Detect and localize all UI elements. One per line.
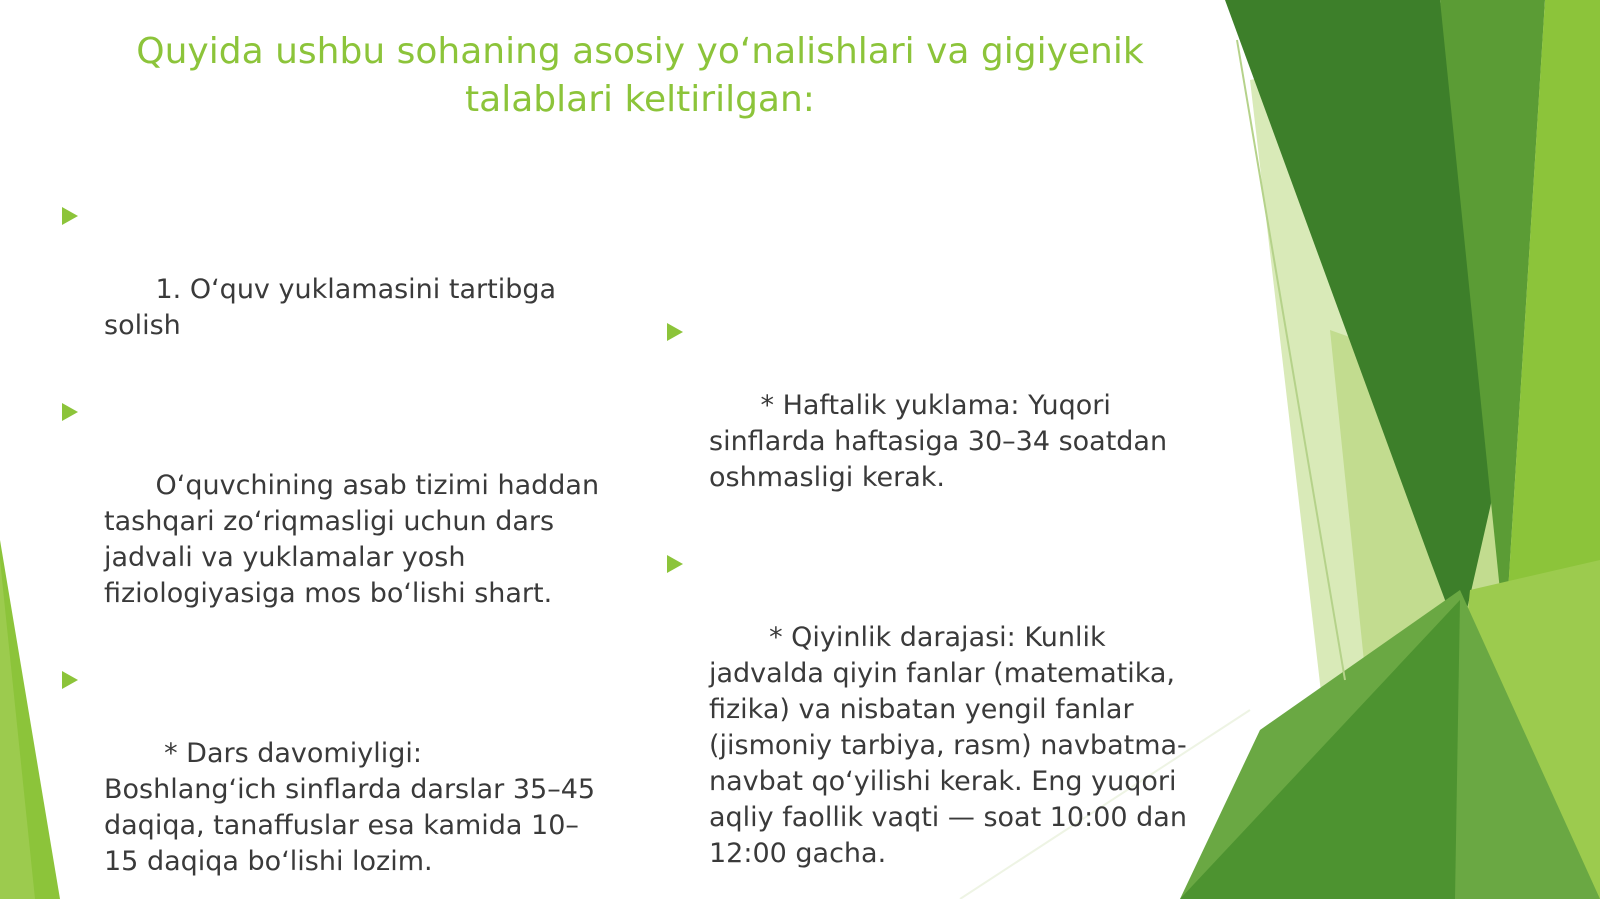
bullet-item: [60, 200, 600, 380]
slide-title: Quyida ushbu sohaning asosiy yoʻnalishlari va gigiyenik talablari keltirilgan:: [136, 31, 1144, 120]
bullet-text: Oʻquvchining asab tizimi haddan tashqari zoʻriqmasligi uchun dars jadvali va yuklamalar yosh fiziologiyasiga mos boʻlishi shart.: [104, 470, 608, 609]
triangle-right-icon: [62, 403, 78, 421]
left-bullet-list: [60, 200, 608, 899]
triangle-right-icon: [667, 323, 683, 341]
bullet-item: [665, 548, 1210, 899]
bullet-text: 1. Oʻquv yuklamasini tartibga solish: [104, 274, 565, 341]
bullet-text: * Haftalik yuklama: Yuqori sinflarda haftasiga 30–34 soatdan oshmasligi kerak.: [709, 390, 1176, 493]
triangle-right-icon: [62, 207, 78, 225]
bullet-text: * Dars davomiyligi: Boshlangʻich sinflarda darslar 35–45 daqiqa, tanaffuslar esa kamida 10–15 daqiqa boʻlishi lozim.: [104, 738, 604, 877]
bullet-item: [60, 664, 604, 899]
triangle-right-icon: [667, 555, 683, 573]
bullet-item: [60, 396, 608, 648]
triangle-right-icon: [62, 671, 78, 689]
right-bullet-list: [665, 316, 1210, 899]
bullet-text: * Qiyinlik darajasi: Kunlik jadvalda qiyin fanlar (matematika, fizika) va nisbatan yengil fanlar (jismoniy tarbiya, rasm) navbatma-navbat qoʻyilishi kerak. Eng yuqori aqliy faollik vaqti — soat 10:00 dan 12:00 gacha.: [709, 622, 1196, 869]
bullet-item: [665, 316, 1210, 532]
